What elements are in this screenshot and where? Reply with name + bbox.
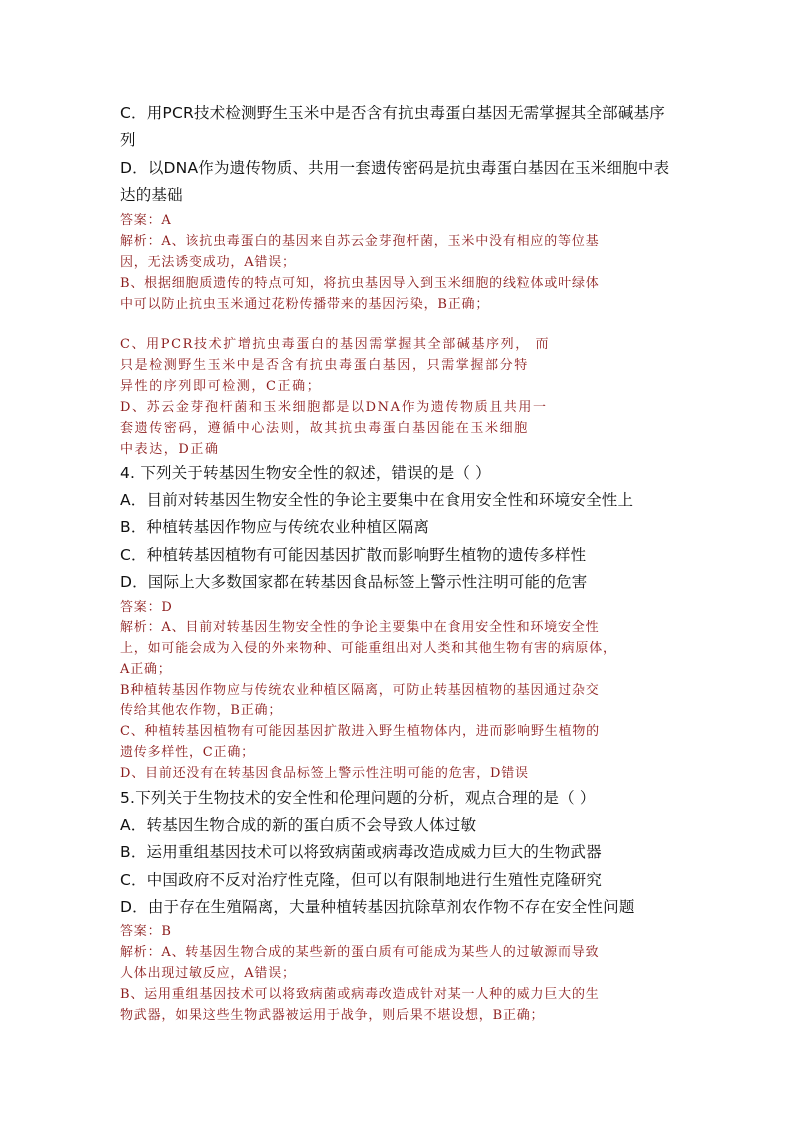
q4-analysis-line: 解析：A、目前对转基因生物安全性的争论主要集中在食用安全性和环境安全性 — [120, 620, 600, 635]
q5-answer: 答案：B — [120, 924, 172, 939]
q3-option-d-line2: 达的基础 — [120, 186, 183, 204]
q4-stem: 4. 下列关于转基因生物安全性的叙述，错误的是（ ） — [120, 464, 491, 482]
q4-analysis-line: A正确； — [120, 662, 172, 677]
q4-option-a: A．目前对转基因生物安全性的争论主要集中在食用安全性和环境安全性上 — [120, 491, 634, 509]
q5-option-a: A．转基因生物合成的新的蛋白质不会导致人体过敏 — [120, 816, 477, 834]
q4-analysis-line: 遗传多样性，C正确； — [120, 745, 255, 760]
q3-analysis-line: C、用PCR技术扩增抗虫毒蛋白的基因需掌握其全部碱基序列， 而 — [120, 337, 551, 352]
q3-analysis-line: 套遗传密码，遵循中心法则，故其抗虫毒蛋白基因能在玉米细胞 — [120, 421, 529, 436]
q3-analysis-line: 中可以防止抗虫玉米通过花粉传播带来的基因污染，B正确； — [120, 297, 490, 312]
q4-analysis-line: D、目前还没有在转基因食品标签上警示性注明可能的危害，D错误 — [120, 766, 529, 781]
q3-option-d-line1: D．以DNA作为遗传物质、共用一套遗传密码是抗虫毒蛋白基因在玉米细胞中表 — [120, 159, 670, 177]
q3-analysis-line: D、苏云金芽孢杆菌和玉米细胞都是以DNA作为遗传物质且共用一 — [120, 400, 548, 415]
q3-option-c-line1: C．用PCR技术检测野生玉米中是否含有抗虫毒蛋白基因无需掌握其全部碱基序 — [120, 104, 665, 122]
q5-analysis-line: 解析：A、转基因生物合成的某些新的蛋白质有可能成为某些人的过敏源而导致 — [120, 945, 600, 960]
q5-analysis-line: 人体出现过敏反应，A错误； — [120, 966, 296, 981]
q5-option-d: D．由于存在生殖隔离，大量种植转基因抗除草剂农作物不存在安全性问题 — [120, 898, 635, 916]
q3-option-c-line2: 列 — [120, 131, 136, 149]
q5-option-c: C．中国政府不反对治疗性克隆，但可以有限制地进行生殖性克隆研究 — [120, 871, 603, 889]
q3-analysis-line: 只是检测野生玉米中是否含有抗虫毒蛋白基因，只需掌握部分特 — [120, 358, 529, 373]
q5-option-b: B．运用重组基因技术可以将致病菌或病毒改造成威力巨大的生物武器 — [120, 843, 602, 861]
q3-analysis-line: 解析：A、该抗虫毒蛋白的基因来自苏云金芽孢杆菌，玉米中没有相应的等位基 — [120, 234, 600, 249]
q3-answer: 答案：A — [120, 213, 172, 228]
q3-analysis-line: 因，无法诱变成功，A错误； — [120, 255, 296, 270]
q3-analysis-line: 异性的序列即可检测，C正确； — [120, 379, 322, 394]
q4-analysis-line: 传给其他农作物，B正确； — [120, 703, 283, 718]
q4-option-c: C．种植转基因植物有可能因基因扩散而影响野生植物的遗传多样性 — [120, 546, 587, 564]
q5-analysis-line: 物武器，如果这些生物武器被运用于战争，则后果不堪设想，B正确； — [120, 1008, 545, 1023]
q4-analysis-line: C、种植转基因植物有可能因基因扩散进入野生植物体内，进而影响野生植物的 — [120, 724, 600, 739]
q5-analysis-line: B、运用重组基因技术可以将致病菌或病毒改造成针对某一人种的威力巨大的生 — [120, 987, 600, 1002]
q4-option-b: B．种植转基因作物应与传统农业种植区隔离 — [120, 518, 430, 536]
q4-answer: 答案：D — [120, 600, 173, 615]
q3-analysis-line: B、根据细胞质遗传的特点可知，将抗虫基因导入到玉米细胞的线粒体或叶绿体 — [120, 276, 600, 291]
q4-analysis-line: B种植转基因作物应与传统农业种植区隔离，可防止转基因植物的基因通过杂交 — [120, 683, 600, 698]
q5-stem: 5.下列关于生物技术的安全性和伦理问题的分析，观点合理的是（ ） — [120, 789, 596, 807]
q3-analysis-line: 中表达，D正确 — [120, 442, 220, 457]
q4-option-d: D．国际上大多数国家都在转基因食品标签上警示性注明可能的危害 — [120, 573, 588, 591]
q4-analysis-line: 上，如可能会成为入侵的外来物种、可能重组出对人类和其他生物有害的病原体， — [120, 641, 617, 656]
